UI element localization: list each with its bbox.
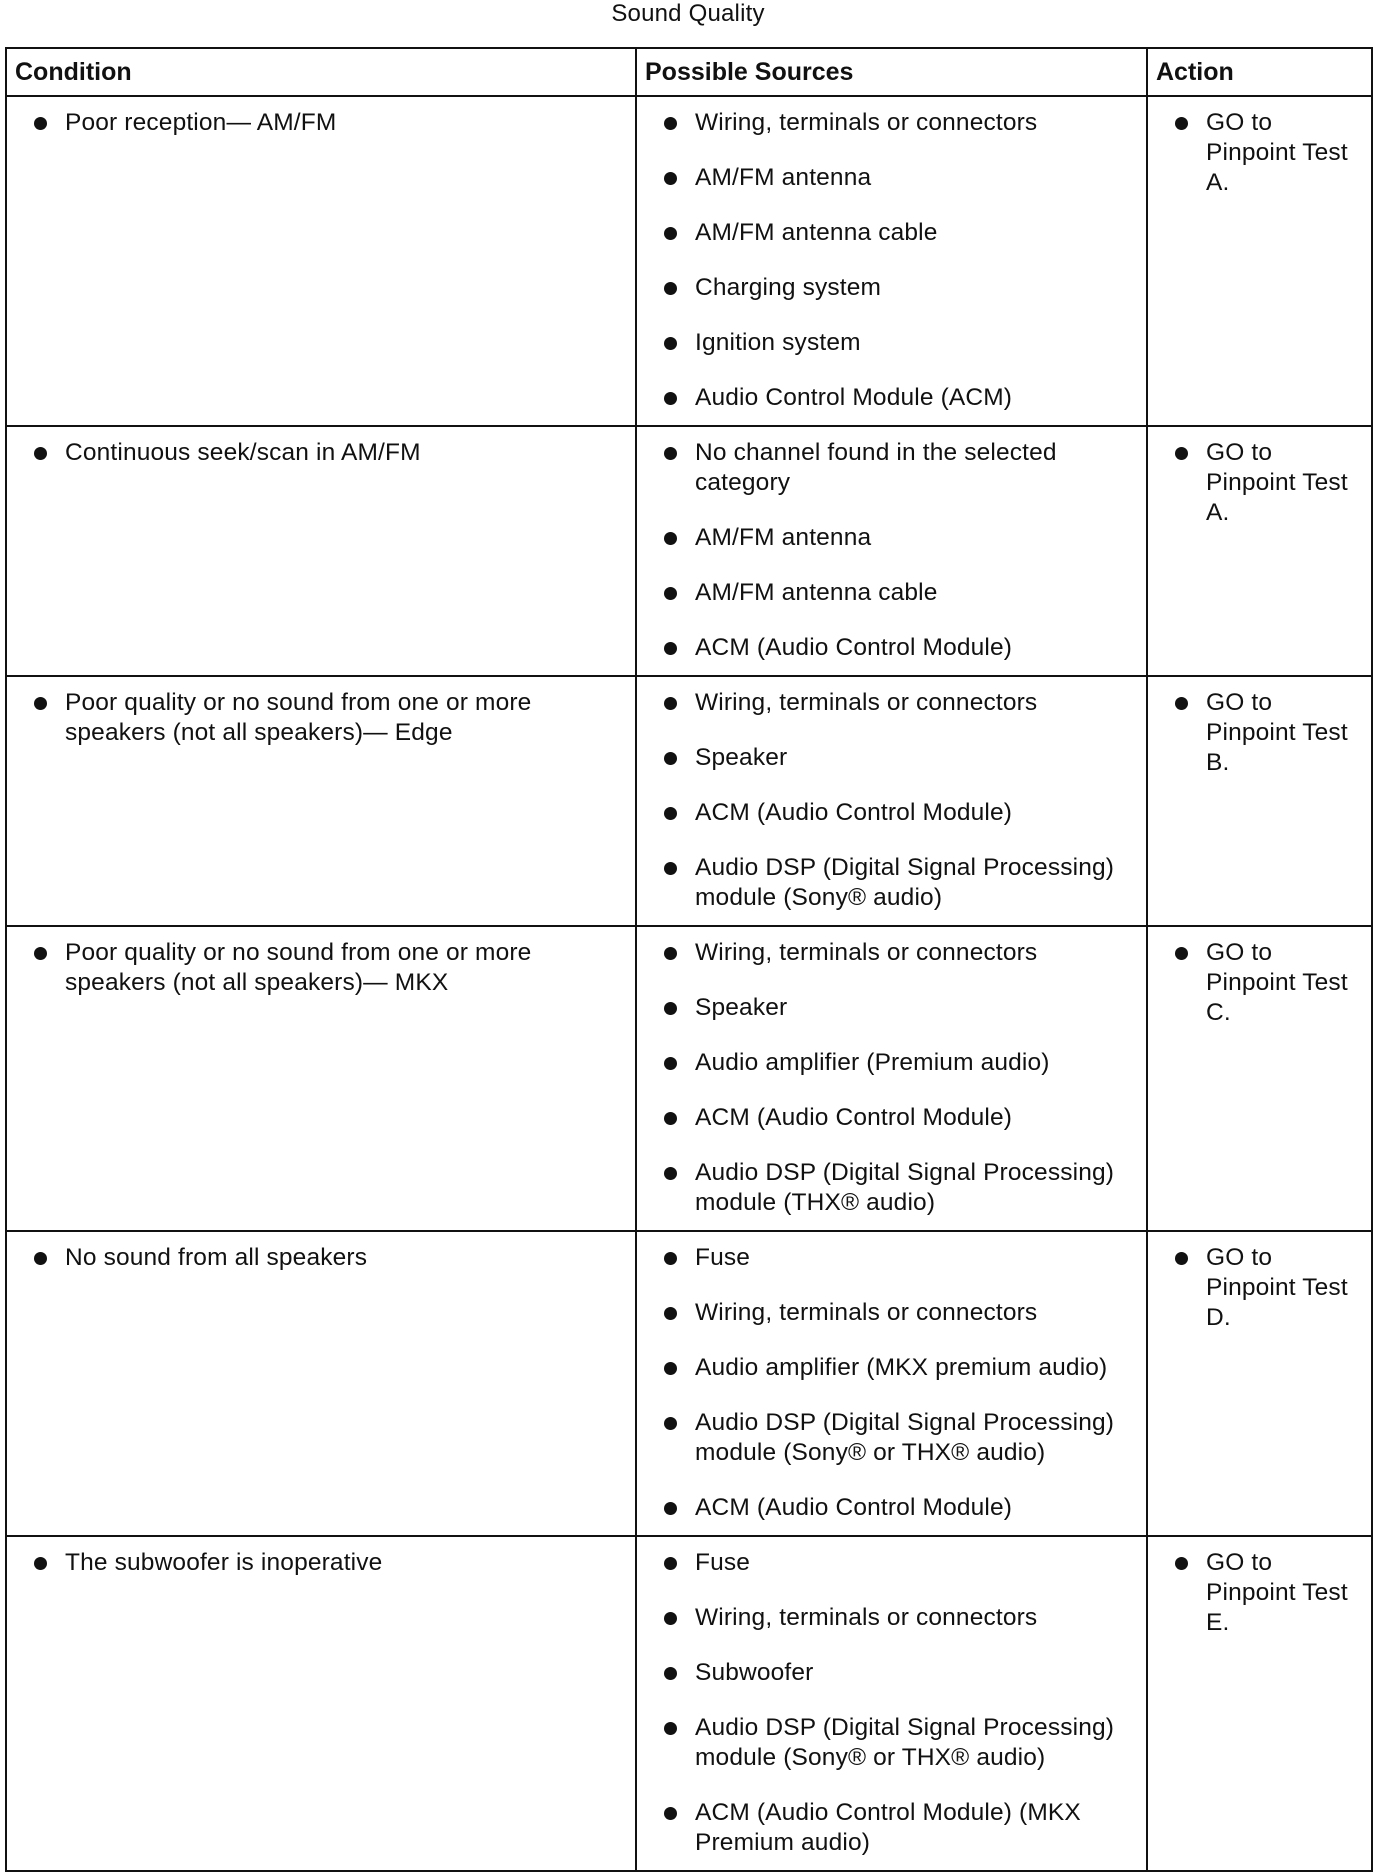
condition-cell bbox=[6, 926, 636, 1231]
bullet-icon bbox=[664, 1502, 677, 1515]
bullet-list bbox=[637, 1537, 1134, 1870]
action-item-text: GO to Pinpoint Test D. bbox=[1206, 1244, 1348, 1331]
source-item-text: Speaker bbox=[695, 744, 788, 771]
condition-item-text: Poor quality or no sound from one or more speakers (not all speakers)— Edge bbox=[65, 689, 532, 746]
action-cell bbox=[1147, 1231, 1372, 1536]
source-item-text: Subwoofer bbox=[695, 1659, 814, 1686]
source-item bbox=[637, 328, 1134, 358]
source-item bbox=[637, 218, 1134, 248]
source-item-text: Audio Control Module (ACM) bbox=[695, 384, 1013, 411]
bullet-list bbox=[1148, 427, 1365, 540]
action-item bbox=[1148, 438, 1365, 528]
bullet-icon bbox=[664, 227, 677, 240]
condition-cell bbox=[6, 1231, 636, 1536]
bullet-icon bbox=[664, 337, 677, 350]
source-item bbox=[637, 1713, 1134, 1773]
action-item-text: GO to Pinpoint Test A. bbox=[1206, 109, 1348, 196]
source-item-text: Wiring, terminals or connectors bbox=[695, 1299, 1038, 1326]
bullet-list bbox=[1148, 927, 1365, 1040]
condition-item bbox=[7, 688, 623, 748]
condition-item-text: No sound from all speakers bbox=[65, 1244, 368, 1271]
bullet-list bbox=[7, 1232, 623, 1285]
possible-sources-cell bbox=[636, 426, 1147, 676]
bullet-icon bbox=[34, 1252, 47, 1265]
source-item bbox=[637, 1408, 1134, 1468]
source-item bbox=[637, 578, 1134, 608]
source-item bbox=[637, 1158, 1134, 1218]
bullet-icon bbox=[34, 117, 47, 130]
source-item bbox=[637, 523, 1134, 553]
bullet-list bbox=[7, 427, 623, 480]
source-item bbox=[637, 993, 1134, 1023]
action-cell bbox=[1147, 676, 1372, 926]
bullet-list bbox=[7, 97, 623, 150]
bullet-list bbox=[1148, 677, 1365, 790]
bullet-icon bbox=[664, 697, 677, 710]
source-item bbox=[637, 743, 1134, 773]
bullet-icon bbox=[664, 1722, 677, 1735]
bullet-icon bbox=[664, 392, 677, 405]
bullet-list bbox=[637, 1232, 1134, 1535]
bullet-icon bbox=[664, 1557, 677, 1570]
bullet-icon bbox=[664, 1667, 677, 1680]
source-item-text: Wiring, terminals or connectors bbox=[695, 689, 1038, 716]
bullet-icon bbox=[1175, 447, 1188, 460]
possible-sources-cell bbox=[636, 1231, 1147, 1536]
source-item-text: AM/FM antenna bbox=[695, 524, 872, 551]
condition-item-text: Poor reception— AM/FM bbox=[65, 109, 337, 136]
condition-cell bbox=[6, 96, 636, 426]
condition-item-text: The subwoofer is inoperative bbox=[65, 1549, 383, 1576]
source-item bbox=[637, 1103, 1134, 1133]
header-action: Action bbox=[1147, 48, 1372, 96]
bullet-icon bbox=[664, 1002, 677, 1015]
bullet-icon bbox=[34, 1557, 47, 1570]
action-cell bbox=[1147, 426, 1372, 676]
bullet-list bbox=[1148, 1232, 1365, 1345]
bullet-icon bbox=[664, 947, 677, 960]
bullet-icon bbox=[664, 1807, 677, 1820]
action-item-text: GO to Pinpoint Test A. bbox=[1206, 439, 1348, 526]
bullet-icon bbox=[664, 1252, 677, 1265]
table-row bbox=[6, 426, 1372, 676]
bullet-icon bbox=[664, 282, 677, 295]
source-item-text: Wiring, terminals or connectors bbox=[695, 939, 1038, 966]
source-item bbox=[637, 163, 1134, 193]
table-caption: Sound Quality bbox=[611, 0, 765, 27]
action-item-text: GO to Pinpoint Test B. bbox=[1206, 689, 1348, 776]
source-item-text: AM/FM antenna cable bbox=[695, 219, 938, 246]
bullet-icon bbox=[664, 1057, 677, 1070]
bullet-icon bbox=[664, 532, 677, 545]
source-item-text: Wiring, terminals or connectors bbox=[695, 109, 1038, 136]
source-item-text: Fuse bbox=[695, 1244, 751, 1271]
table-row bbox=[6, 1536, 1372, 1871]
table-row bbox=[6, 96, 1372, 426]
header-possible-sources: Possible Sources bbox=[636, 48, 1147, 96]
action-cell bbox=[1147, 96, 1372, 426]
source-item bbox=[637, 938, 1134, 968]
source-item bbox=[637, 273, 1134, 303]
source-item bbox=[637, 1603, 1134, 1633]
condition-item bbox=[7, 1548, 623, 1578]
source-item bbox=[637, 1658, 1134, 1688]
source-item-text: ACM (Audio Control Module) bbox=[695, 799, 1013, 826]
condition-cell bbox=[6, 1536, 636, 1871]
table-row bbox=[6, 676, 1372, 926]
condition-item bbox=[7, 1243, 623, 1273]
bullet-icon bbox=[664, 117, 677, 130]
bullet-icon bbox=[664, 1307, 677, 1320]
condition-item-text: Poor quality or no sound from one or more speakers (not all speakers)— MKX bbox=[65, 939, 532, 996]
source-item bbox=[637, 798, 1134, 828]
source-item-text: Wiring, terminals or connectors bbox=[695, 1604, 1038, 1631]
bullet-list bbox=[637, 97, 1134, 425]
bullet-icon bbox=[664, 642, 677, 655]
source-item bbox=[637, 1243, 1134, 1273]
source-item bbox=[637, 1353, 1134, 1383]
source-item bbox=[637, 383, 1134, 413]
source-item-text: Audio DSP (Digital Signal Processing) module (Sony® or THX® audio) bbox=[695, 1714, 1115, 1771]
source-item-text: Fuse bbox=[695, 1549, 751, 1576]
condition-item bbox=[7, 108, 623, 138]
condition-item-text: Continuous seek/scan in AM/FM bbox=[65, 439, 421, 466]
source-item bbox=[637, 1548, 1134, 1578]
possible-sources-cell bbox=[636, 1536, 1147, 1871]
action-item bbox=[1148, 1548, 1365, 1638]
source-item-text: No channel found in the selected category bbox=[695, 439, 1057, 496]
source-item-text: ACM (Audio Control Module) bbox=[695, 1494, 1013, 1521]
source-item-text: Audio amplifier (Premium audio) bbox=[695, 1049, 1050, 1076]
bullet-list bbox=[1148, 1537, 1365, 1650]
source-item-text: Ignition system bbox=[695, 329, 861, 356]
bullet-icon bbox=[664, 1612, 677, 1625]
bullet-icon bbox=[664, 862, 677, 875]
source-item-text: AM/FM antenna cable bbox=[695, 579, 938, 606]
bullet-list bbox=[7, 927, 623, 1010]
source-item-text: Audio DSP (Digital Signal Processing) module (Sony® audio) bbox=[695, 854, 1115, 911]
condition-cell bbox=[6, 676, 636, 926]
bullet-icon bbox=[664, 447, 677, 460]
table-row bbox=[6, 926, 1372, 1231]
sound-quality-table-container bbox=[5, 47, 1373, 1872]
bullet-icon bbox=[1175, 1252, 1188, 1265]
source-item-text: Charging system bbox=[695, 274, 882, 301]
bullet-list bbox=[637, 677, 1134, 925]
action-item-text: GO to Pinpoint Test C. bbox=[1206, 939, 1348, 1026]
source-item-text: Speaker bbox=[695, 994, 788, 1021]
source-item bbox=[637, 1493, 1134, 1523]
bullet-icon bbox=[34, 697, 47, 710]
bullet-icon bbox=[1175, 947, 1188, 960]
bullet-icon bbox=[1175, 1557, 1188, 1570]
header-condition: Condition bbox=[6, 48, 636, 96]
bullet-icon bbox=[1175, 117, 1188, 130]
action-item-text: GO to Pinpoint Test E. bbox=[1206, 1549, 1348, 1636]
source-item bbox=[637, 1298, 1134, 1328]
action-item bbox=[1148, 108, 1365, 198]
bullet-icon bbox=[664, 1112, 677, 1125]
source-item bbox=[637, 1048, 1134, 1078]
condition-item bbox=[7, 938, 623, 998]
source-item-text: ACM (Audio Control Module) bbox=[695, 634, 1013, 661]
source-item bbox=[637, 1798, 1134, 1858]
bullet-icon bbox=[1175, 697, 1188, 710]
source-item bbox=[637, 633, 1134, 663]
bullet-list bbox=[637, 927, 1134, 1230]
bullet-icon bbox=[664, 172, 677, 185]
table-header-row bbox=[6, 48, 1372, 96]
possible-sources-cell bbox=[636, 676, 1147, 926]
source-item-text: ACM (Audio Control Module) (MKX Premium audio) bbox=[695, 1799, 1081, 1856]
bullet-list bbox=[1148, 97, 1365, 210]
table-row bbox=[6, 1231, 1372, 1536]
source-item bbox=[637, 438, 1134, 498]
source-item bbox=[637, 108, 1134, 138]
sound-quality-table bbox=[5, 47, 1373, 1872]
bullet-list bbox=[637, 427, 1134, 675]
bullet-icon bbox=[664, 587, 677, 600]
source-item-text: ACM (Audio Control Module) bbox=[695, 1104, 1013, 1131]
source-item-text: Audio DSP (Digital Signal Processing) module (Sony® or THX® audio) bbox=[695, 1409, 1115, 1466]
bullet-icon bbox=[664, 1362, 677, 1375]
action-item bbox=[1148, 1243, 1365, 1333]
source-item-text: AM/FM antenna bbox=[695, 164, 872, 191]
bullet-icon bbox=[664, 1167, 677, 1180]
source-item bbox=[637, 853, 1134, 913]
table-body bbox=[6, 96, 1372, 1871]
bullet-icon bbox=[664, 1417, 677, 1430]
action-cell bbox=[1147, 926, 1372, 1231]
action-item bbox=[1148, 688, 1365, 778]
source-item-text: Audio amplifier (MKX premium audio) bbox=[695, 1354, 1108, 1381]
bullet-list bbox=[7, 1537, 623, 1590]
condition-cell bbox=[6, 426, 636, 676]
bullet-list bbox=[7, 677, 623, 760]
possible-sources-cell bbox=[636, 96, 1147, 426]
action-item bbox=[1148, 938, 1365, 1028]
condition-item bbox=[7, 438, 623, 468]
bullet-icon bbox=[664, 807, 677, 820]
source-item-text: Audio DSP (Digital Signal Processing) module (THX® audio) bbox=[695, 1159, 1115, 1216]
possible-sources-cell bbox=[636, 926, 1147, 1231]
action-cell bbox=[1147, 1536, 1372, 1871]
bullet-icon bbox=[34, 947, 47, 960]
bullet-icon bbox=[34, 447, 47, 460]
bullet-icon bbox=[664, 752, 677, 765]
source-item bbox=[637, 688, 1134, 718]
